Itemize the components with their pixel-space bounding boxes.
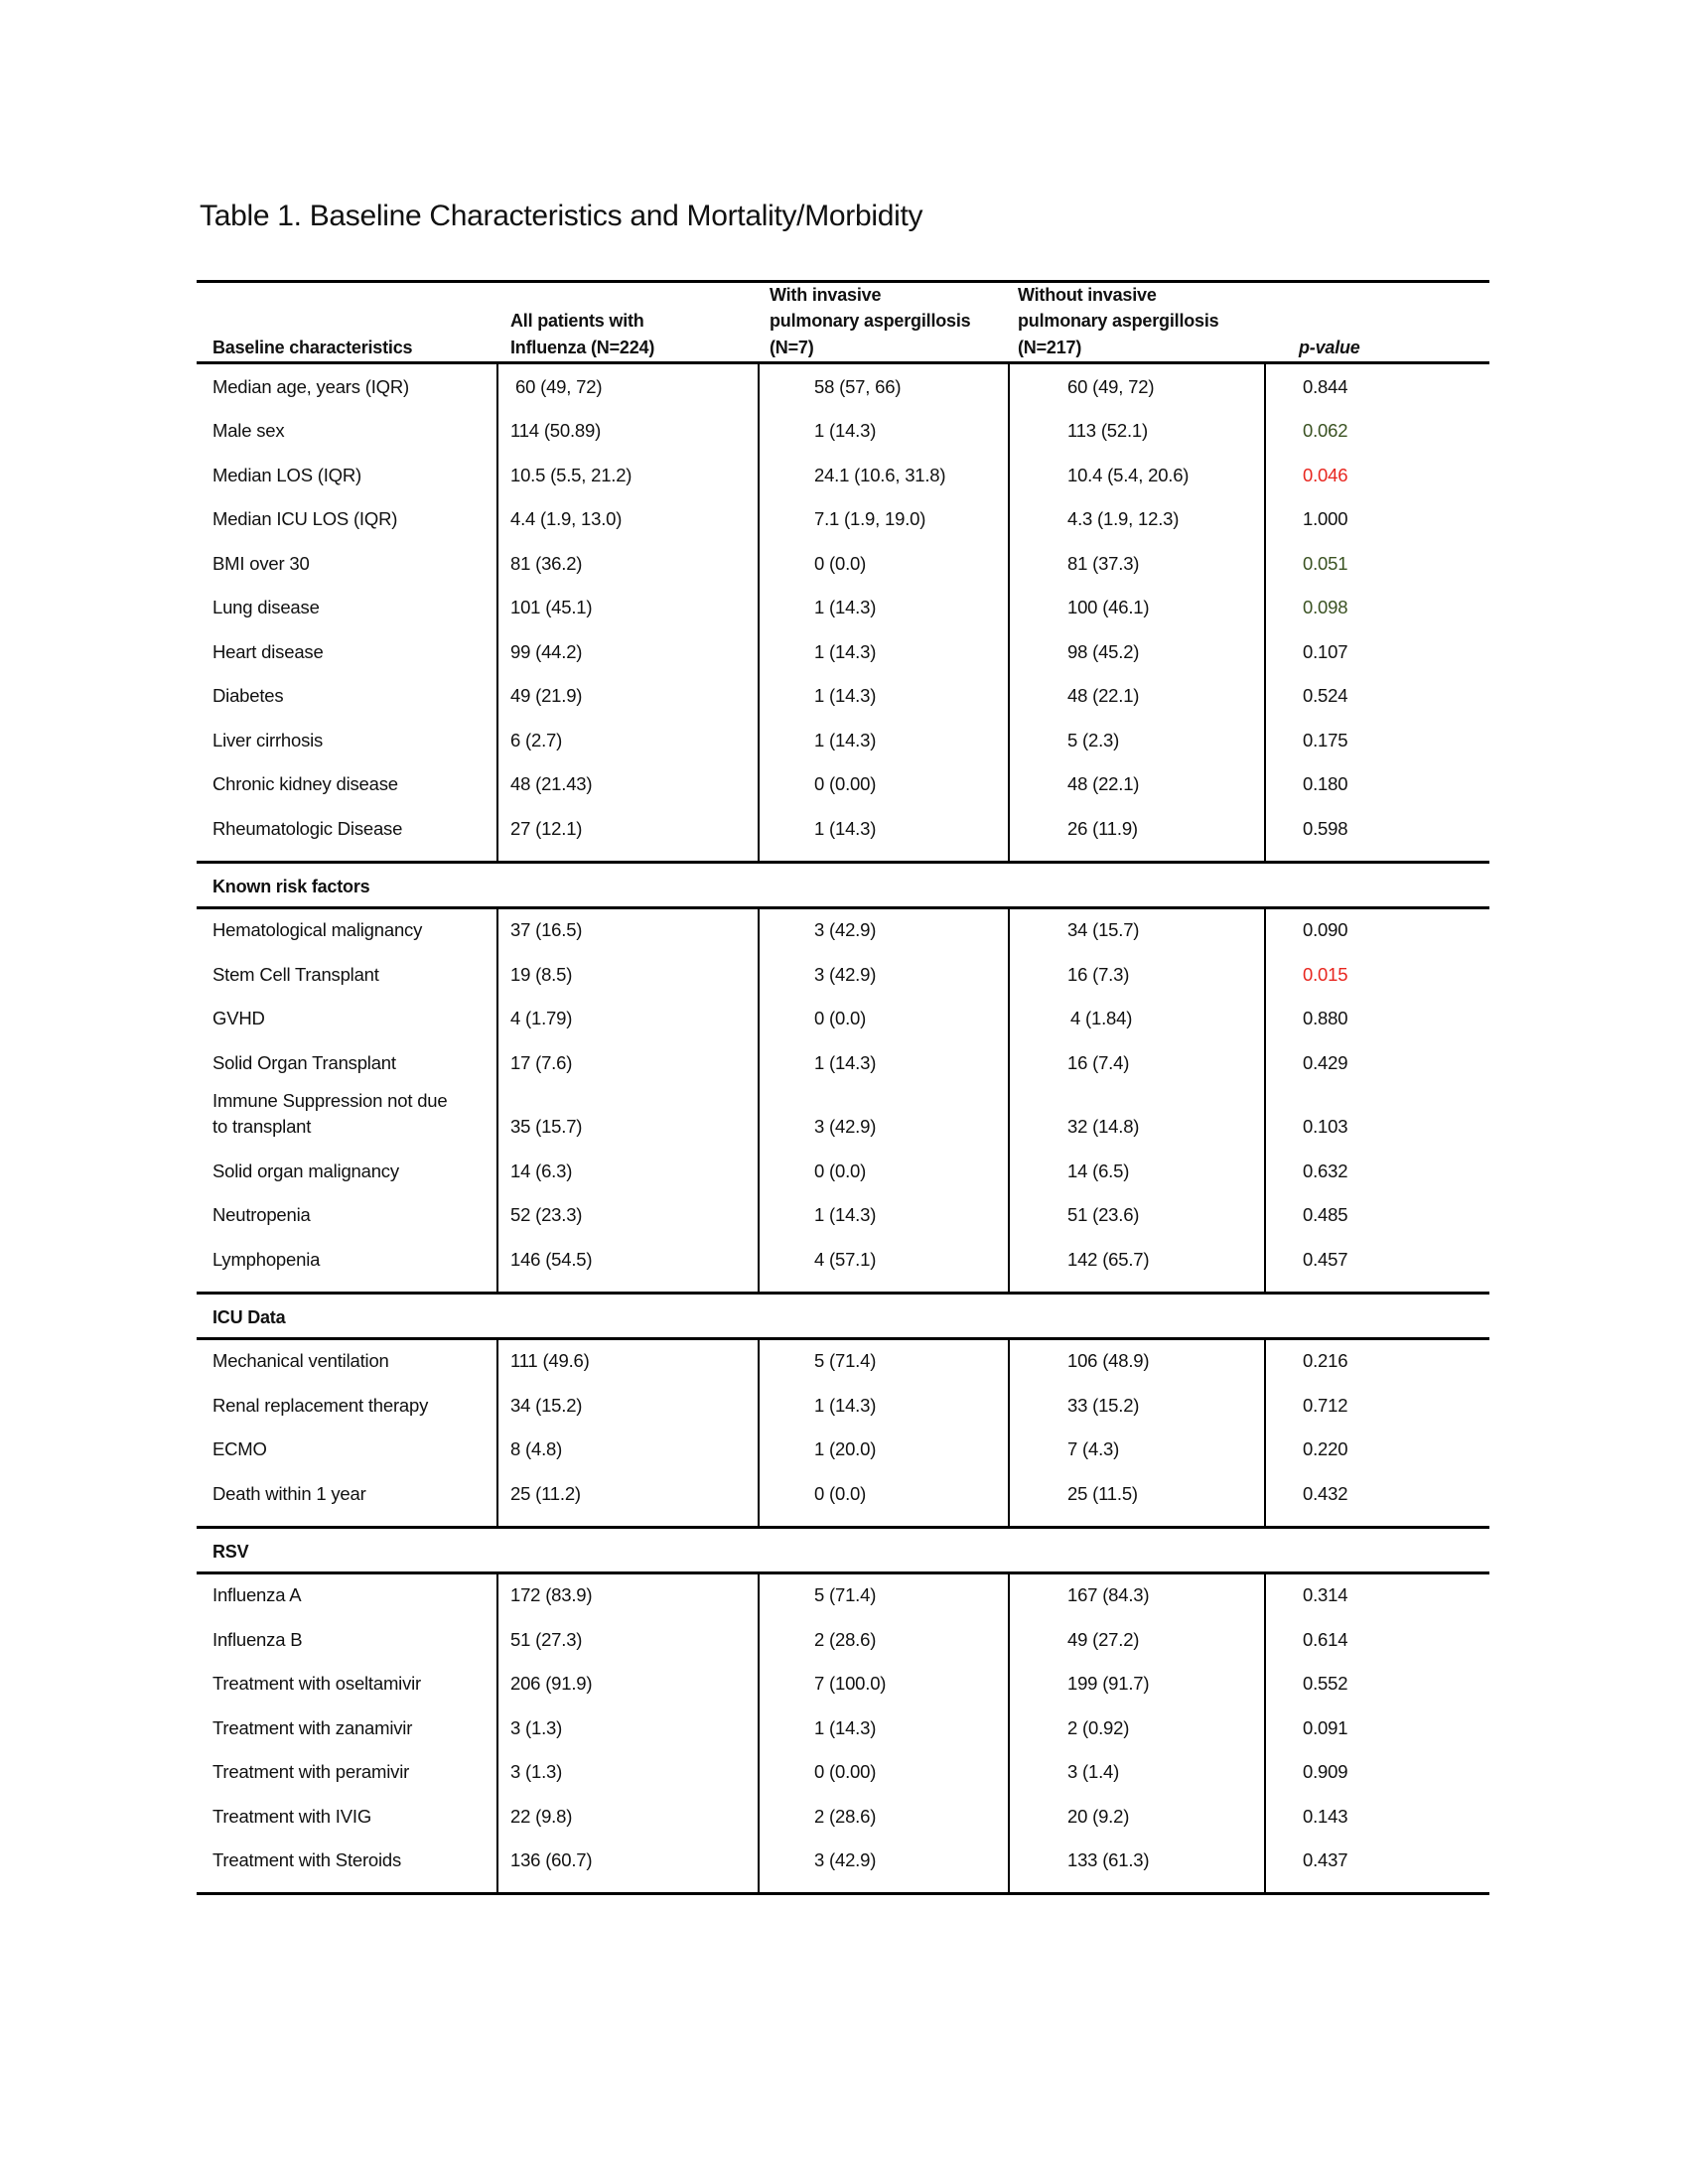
cell-p-value: 0.143	[1303, 1805, 1348, 1827]
cell-all-patients: 4.4 (1.9, 13.0)	[510, 508, 623, 529]
cell-with-ipa: 1 (14.3)	[814, 1051, 877, 1073]
cell-without-ipa: 98 (45.2)	[1067, 640, 1140, 662]
cell-without-ipa: 14 (6.5)	[1067, 1160, 1130, 1181]
cell-without-ipa: 51 (23.6)	[1067, 1204, 1140, 1226]
row-label: Immune Suppression not due	[212, 1090, 448, 1112]
cell-with-ipa: 0 (0.00)	[814, 773, 877, 794]
cell-with-ipa: 2 (28.6)	[814, 1628, 877, 1650]
row-label: Neutropenia	[212, 1204, 311, 1226]
row-label-continued: to transplant	[212, 1116, 312, 1138]
cell-p-value: 0.844	[1303, 375, 1348, 397]
row-label: ECMO	[212, 1438, 267, 1460]
header-baseline-characteristics: Baseline characteristics	[212, 338, 413, 357]
header-with-ipa-line3: (N=7)	[770, 338, 814, 357]
cell-all-patients: 101 (45.1)	[510, 597, 593, 617]
row-label: Renal replacement therapy	[212, 1394, 429, 1416]
cell-with-ipa: 58 (57, 66)	[814, 375, 902, 397]
cell-without-ipa: 81 (37.3)	[1067, 552, 1140, 574]
baseline-characteristics-table	[197, 280, 1489, 1871]
section-heading-rule	[197, 1571, 1489, 1574]
row-label: BMI over 30	[212, 552, 310, 574]
cell-p-value: 0.552	[1303, 1673, 1348, 1695]
cell-without-ipa: 34 (15.7)	[1067, 919, 1140, 940]
cell-with-ipa: 1 (14.3)	[814, 817, 877, 839]
cell-with-ipa: 0 (0.00)	[814, 1761, 877, 1783]
cell-all-patients: 4 (1.79)	[510, 1008, 573, 1028]
cell-all-patients: 48 (21.43)	[510, 773, 593, 794]
cell-all-patients: 206 (91.9)	[510, 1673, 593, 1695]
cell-without-ipa: 113 (52.1)	[1067, 420, 1148, 441]
cell-all-patients: 111 (49.6)	[510, 1350, 590, 1372]
row-label: Rheumatologic Disease	[212, 817, 403, 839]
cell-all-patients: 37 (16.5)	[510, 919, 583, 940]
cell-p-value: 0.880	[1303, 1008, 1348, 1028]
section-heading-rule	[197, 906, 1489, 909]
header-without-ipa-line1: Without invasive	[1018, 285, 1157, 305]
cell-all-patients: 51 (27.3)	[510, 1628, 583, 1650]
cell-without-ipa: 4.3 (1.9, 12.3)	[1067, 508, 1180, 529]
cell-without-ipa: 10.4 (5.4, 20.6)	[1067, 464, 1190, 485]
cell-all-patients: 27 (12.1)	[510, 817, 583, 839]
cell-p-value: 0.314	[1303, 1584, 1348, 1606]
cell-all-patients: 60 (49, 72)	[515, 375, 603, 397]
cell-with-ipa: 1 (14.3)	[814, 420, 877, 441]
cell-without-ipa: 7 (4.3)	[1067, 1438, 1120, 1460]
cell-with-ipa: 7.1 (1.9, 19.0)	[814, 508, 926, 529]
cell-p-value: 0.457	[1303, 1248, 1348, 1270]
column-divider	[496, 1339, 498, 1526]
cell-without-ipa: 33 (15.2)	[1067, 1394, 1140, 1416]
cell-all-patients: 81 (36.2)	[510, 552, 583, 574]
cell-without-ipa: 167 (84.3)	[1067, 1584, 1150, 1606]
header-all-patients-line1: All patients with	[510, 311, 644, 331]
cell-p-value: 0.485	[1303, 1204, 1348, 1226]
cell-with-ipa: 0 (0.0)	[814, 1160, 867, 1181]
row-label: Treatment with oseltamivir	[212, 1673, 422, 1695]
cell-p-value: 0.632	[1303, 1160, 1348, 1181]
cell-with-ipa: 1 (14.3)	[814, 597, 877, 617]
header-with-ipa-line1: With invasive	[770, 285, 882, 305]
row-label: Median age, years (IQR)	[212, 375, 409, 397]
cell-p-value: 0.175	[1303, 729, 1348, 751]
cell-with-ipa: 0 (0.0)	[814, 1008, 867, 1028]
cell-all-patients: 17 (7.6)	[510, 1051, 573, 1073]
cell-without-ipa: 3 (1.4)	[1067, 1761, 1120, 1783]
row-label: Influenza A	[212, 1584, 302, 1606]
cell-without-ipa: 25 (11.5)	[1067, 1482, 1138, 1504]
cell-p-value: 0.220	[1303, 1438, 1348, 1460]
cell-p-value: 0.103	[1303, 1116, 1348, 1138]
cell-without-ipa: 48 (22.1)	[1067, 773, 1140, 794]
cell-p-value: 0.712	[1303, 1394, 1348, 1416]
cell-p-value: 0.429	[1303, 1051, 1348, 1073]
cell-p-value: 0.524	[1303, 685, 1348, 706]
column-divider	[496, 364, 498, 861]
cell-p-value: 1.000	[1303, 508, 1348, 529]
column-divider	[496, 908, 498, 1292]
section-heading-rule	[197, 1337, 1489, 1340]
column-divider	[758, 364, 760, 861]
cell-all-patients: 6 (2.7)	[510, 729, 563, 751]
cell-all-patients: 3 (1.3)	[510, 1716, 563, 1738]
cell-with-ipa: 24.1 (10.6, 31.8)	[814, 464, 946, 485]
cell-p-value: 0.046	[1303, 464, 1348, 485]
cell-p-value: 0.614	[1303, 1628, 1348, 1650]
row-label: Death within 1 year	[212, 1482, 366, 1504]
section-bottom-rule	[197, 1892, 1489, 1895]
cell-with-ipa: 5 (71.4)	[814, 1584, 877, 1606]
row-label: Treatment with Steroids	[212, 1849, 402, 1871]
row-label: Mechanical ventilation	[212, 1350, 389, 1372]
cell-all-patients: 22 (9.8)	[510, 1805, 573, 1827]
cell-all-patients: 172 (83.9)	[510, 1584, 593, 1606]
cell-p-value: 0.062	[1303, 420, 1348, 441]
cell-all-patients: 10.5 (5.5, 21.2)	[510, 464, 633, 485]
column-divider	[758, 908, 760, 1292]
cell-all-patients: 114 (50.89)	[510, 420, 602, 441]
row-label: Treatment with zanamivir	[212, 1716, 413, 1738]
cell-without-ipa: 133 (61.3)	[1067, 1849, 1150, 1871]
cell-without-ipa: 49 (27.2)	[1067, 1628, 1140, 1650]
row-label: Influenza B	[212, 1628, 303, 1650]
cell-with-ipa: 1 (20.0)	[814, 1438, 877, 1460]
cell-all-patients: 136 (60.7)	[510, 1849, 593, 1871]
cell-with-ipa: 4 (57.1)	[814, 1248, 877, 1270]
cell-with-ipa: 1 (14.3)	[814, 1394, 877, 1416]
row-label: Liver cirrhosis	[212, 729, 324, 751]
cell-without-ipa: 5 (2.3)	[1067, 729, 1120, 751]
row-label: Median ICU LOS (IQR)	[212, 508, 398, 529]
row-label: Treatment with peramivir	[212, 1761, 410, 1783]
cell-all-patients: 25 (11.2)	[510, 1482, 581, 1504]
column-divider	[1008, 908, 1010, 1292]
row-label: Heart disease	[212, 640, 324, 662]
cell-with-ipa: 1 (14.3)	[814, 729, 877, 751]
cell-all-patients: 35 (15.7)	[510, 1116, 583, 1138]
column-divider	[1264, 1339, 1266, 1526]
cell-p-value: 0.180	[1303, 773, 1348, 794]
column-divider	[758, 1573, 760, 1893]
cell-without-ipa: 16 (7.3)	[1067, 963, 1130, 985]
cell-without-ipa: 106 (48.9)	[1067, 1350, 1150, 1372]
header-p-value: p-value	[1299, 338, 1360, 357]
cell-with-ipa: 3 (42.9)	[814, 963, 877, 985]
cell-p-value: 0.015	[1303, 963, 1348, 985]
cell-all-patients: 34 (15.2)	[510, 1394, 583, 1416]
column-divider	[1264, 1573, 1266, 1893]
row-label: Solid Organ Transplant	[212, 1051, 396, 1073]
cell-without-ipa: 142 (65.7)	[1067, 1248, 1150, 1270]
row-label: Lung disease	[212, 597, 320, 617]
cell-with-ipa: 1 (14.3)	[814, 1204, 877, 1226]
section-bottom-rule	[197, 1292, 1489, 1295]
cell-without-ipa: 199 (91.7)	[1067, 1673, 1150, 1695]
cell-with-ipa: 0 (0.0)	[814, 1482, 867, 1504]
cell-without-ipa: 60 (49, 72)	[1067, 375, 1155, 397]
header-without-ipa-line2: pulmonary aspergillosis	[1018, 311, 1219, 331]
cell-with-ipa: 0 (0.0)	[814, 552, 867, 574]
cell-without-ipa: 16 (7.4)	[1067, 1051, 1130, 1073]
cell-with-ipa: 7 (100.0)	[814, 1673, 887, 1695]
cell-all-patients: 146 (54.5)	[510, 1248, 593, 1270]
cell-without-ipa: 32 (14.8)	[1067, 1116, 1140, 1138]
row-label: Median LOS (IQR)	[212, 464, 361, 485]
cell-p-value: 0.091	[1303, 1716, 1348, 1738]
cell-with-ipa: 1 (14.3)	[814, 640, 877, 662]
cell-all-patients: 99 (44.2)	[510, 640, 583, 662]
cell-without-ipa: 2 (0.92)	[1067, 1716, 1130, 1738]
header-without-ipa-line3: (N=217)	[1018, 338, 1082, 357]
column-divider	[1008, 364, 1010, 861]
column-divider	[1264, 364, 1266, 861]
cell-p-value: 0.909	[1303, 1761, 1348, 1783]
cell-with-ipa: 2 (28.6)	[814, 1805, 877, 1827]
row-label: Lymphopenia	[212, 1248, 321, 1270]
cell-p-value: 0.437	[1303, 1849, 1348, 1871]
header-all-patients-line2: Influenza (N=224)	[510, 338, 655, 357]
section-bottom-rule	[197, 1526, 1489, 1529]
cell-p-value: 0.090	[1303, 919, 1348, 940]
cell-p-value: 0.051	[1303, 552, 1348, 574]
cell-with-ipa: 5 (71.4)	[814, 1350, 877, 1372]
table-title: Table 1. Baseline Characteristics and Mortality/Morbidity	[200, 200, 923, 232]
cell-p-value: 0.598	[1303, 817, 1348, 839]
row-label: Chronic kidney disease	[212, 773, 398, 794]
header-bottom-rule	[197, 361, 1489, 364]
row-label: GVHD	[212, 1008, 265, 1028]
column-divider	[758, 1339, 760, 1526]
section-heading: RSV	[212, 1541, 249, 1562]
cell-all-patients: 3 (1.3)	[510, 1761, 563, 1783]
row-label: Treatment with IVIG	[212, 1805, 372, 1827]
section-heading: ICU Data	[212, 1306, 286, 1327]
cell-all-patients: 19 (8.5)	[510, 963, 573, 985]
cell-p-value: 0.216	[1303, 1350, 1348, 1372]
cell-with-ipa: 3 (42.9)	[814, 1116, 877, 1138]
cell-with-ipa: 3 (42.9)	[814, 1849, 877, 1871]
header-with-ipa-line2: pulmonary aspergillosis	[770, 311, 971, 331]
column-divider	[1264, 908, 1266, 1292]
cell-all-patients: 8 (4.8)	[510, 1438, 563, 1460]
column-divider	[1008, 1339, 1010, 1526]
cell-all-patients: 49 (21.9)	[510, 685, 583, 706]
row-label: Solid organ malignancy	[212, 1160, 399, 1181]
row-label: Male sex	[212, 420, 285, 441]
cell-without-ipa: 20 (9.2)	[1067, 1805, 1130, 1827]
row-label: Diabetes	[212, 685, 284, 706]
section-heading: Known risk factors	[212, 876, 370, 896]
cell-with-ipa: 1 (14.3)	[814, 685, 877, 706]
cell-all-patients: 52 (23.3)	[510, 1204, 583, 1226]
column-divider	[1008, 1573, 1010, 1893]
row-label: Stem Cell Transplant	[212, 963, 379, 985]
cell-without-ipa: 26 (11.9)	[1067, 817, 1138, 839]
cell-with-ipa: 1 (14.3)	[814, 1716, 877, 1738]
cell-p-value: 0.432	[1303, 1482, 1348, 1504]
cell-all-patients: 14 (6.3)	[510, 1160, 573, 1181]
cell-p-value: 0.107	[1303, 640, 1348, 662]
cell-with-ipa: 3 (42.9)	[814, 919, 877, 940]
row-label: Hematological malignancy	[212, 919, 423, 940]
column-divider	[496, 1573, 498, 1893]
cell-p-value: 0.098	[1303, 597, 1348, 617]
cell-without-ipa: 100 (46.1)	[1067, 597, 1150, 617]
section-bottom-rule	[197, 861, 1489, 864]
cell-without-ipa: 48 (22.1)	[1067, 685, 1140, 706]
cell-without-ipa: 4 (1.84)	[1070, 1008, 1133, 1028]
